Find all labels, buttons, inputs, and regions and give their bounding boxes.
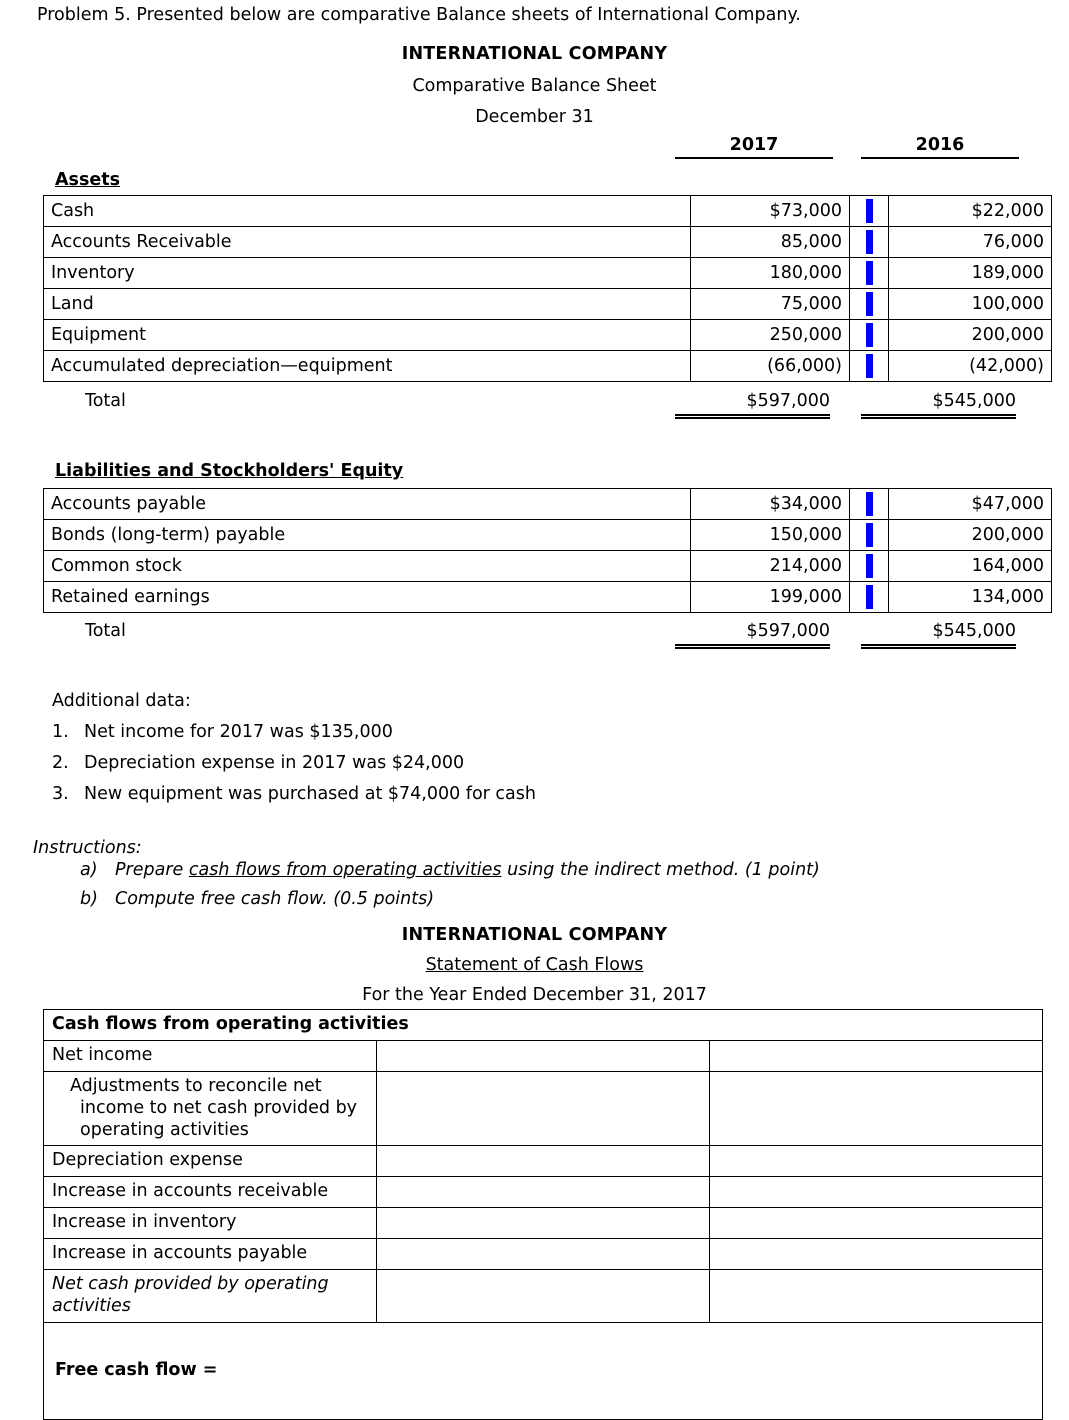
liabilities-table: [43, 488, 1052, 613]
free-cash-flow-row[interactable]: Free cash flow =: [44, 1322, 1043, 1419]
item-number: 1.: [52, 722, 69, 742]
cf-amount-col1[interactable]: [376, 1071, 709, 1146]
assets-table: [43, 195, 1052, 382]
row-label: Equipment: [44, 320, 691, 351]
column-separator: [850, 289, 889, 320]
additional-data-heading: Additional data:: [52, 691, 191, 711]
table-row: [44, 1239, 1043, 1270]
cf-row-label: Increase in inventory: [44, 1208, 377, 1239]
blue-separator-bar: [866, 323, 873, 347]
balance-sheet-title: Comparative Balance Sheet: [412, 76, 657, 96]
row-value-2017: 214,000: [691, 551, 850, 582]
table-row: [44, 489, 1052, 520]
row-value-2017: $73,000: [691, 196, 850, 227]
cash-flow-title-wrapper: [0, 955, 1069, 975]
cash-flow-company-name: INTERNATIONAL COMPANY: [401, 925, 668, 945]
balance-sheet-company-name: INTERNATIONAL COMPANY: [401, 44, 668, 64]
column-separator: [850, 489, 889, 520]
row-label: Common stock: [44, 551, 691, 582]
cf-row-label: Adjustments to reconcile net income to net cash provided by operating activities: [44, 1071, 377, 1146]
row-value-2016: 134,000: [889, 582, 1052, 613]
item-text-after: using the indirect method. (1 point): [501, 860, 820, 880]
liabilities-section-label: Liabilities and Stockholders' Equity: [55, 461, 404, 481]
cf-amount-col2[interactable]: [709, 1071, 1042, 1146]
instructions-heading: Instructions:: [33, 838, 142, 858]
liabilities-total-2017: $597,000: [675, 621, 830, 649]
table-row: [44, 1010, 1043, 1041]
row-value-2017: 180,000: [691, 258, 850, 289]
assets-section-label: Assets: [55, 170, 121, 190]
cf-amount-col1[interactable]: [376, 1146, 709, 1177]
cf-amount-col2[interactable]: [709, 1146, 1042, 1177]
blue-separator-bar: [866, 230, 873, 254]
column-separator: [850, 227, 889, 258]
item-text: New equipment was purchased at $74,000 for cash: [84, 784, 536, 804]
additional-data-item: [52, 753, 464, 773]
blue-separator-bar: [866, 292, 873, 316]
column-separator: [850, 320, 889, 351]
assets-total-2016: $545,000: [861, 391, 1016, 419]
additional-data-item: [52, 784, 536, 804]
blue-separator-bar: [866, 492, 873, 516]
table-row: [44, 1208, 1043, 1239]
row-label: Accumulated depreciation—equipment: [44, 351, 691, 382]
table-row: [44, 196, 1052, 227]
cf-amount-col2[interactable]: [709, 1177, 1042, 1208]
year-header-2017: 2017: [675, 135, 833, 159]
blue-separator-bar: [866, 585, 873, 609]
row-value-2016: 164,000: [889, 551, 1052, 582]
instructions-item-a: [80, 860, 820, 880]
table-row: [44, 320, 1052, 351]
row-value-2016: $22,000: [889, 196, 1052, 227]
row-value-2017: 199,000: [691, 582, 850, 613]
table-row: [44, 1269, 1043, 1322]
blue-separator-bar: [866, 554, 873, 578]
blue-separator-bar: [866, 199, 873, 223]
column-separator: [850, 351, 889, 382]
blue-separator-bar: [866, 523, 873, 547]
item-text-before: Prepare: [115, 860, 189, 880]
blue-separator-bar: [866, 261, 873, 285]
row-value-2016: 200,000: [889, 520, 1052, 551]
table-row: [44, 1146, 1043, 1177]
cash-flow-table: [43, 1009, 1043, 1420]
blue-separator-bar: [866, 354, 873, 378]
item-number: 3.: [52, 784, 69, 804]
table-row: [44, 1040, 1043, 1071]
row-value-2017: 75,000: [691, 289, 850, 320]
cf-amount-col1[interactable]: [376, 1177, 709, 1208]
column-separator: [850, 258, 889, 289]
item-marker: a): [80, 860, 98, 880]
item-text-before: Compute free cash flow. (0.5 points): [115, 889, 435, 909]
table-row: [44, 351, 1052, 382]
row-value-2017: 250,000: [691, 320, 850, 351]
row-label: Cash: [44, 196, 691, 227]
cf-amount-col2[interactable]: [709, 1239, 1042, 1270]
row-label: Bonds (long-term) payable: [44, 520, 691, 551]
item-text: Depreciation expense in 2017 was $24,000: [84, 753, 465, 773]
cf-section-header: Cash flows from operating activities: [44, 1010, 1043, 1041]
column-separator: [850, 196, 889, 227]
row-value-2016: (42,000): [889, 351, 1052, 382]
item-marker: b): [80, 889, 98, 909]
row-value-2017: 150,000: [691, 520, 850, 551]
table-row: [44, 1177, 1043, 1208]
cf-amount-col2[interactable]: [709, 1040, 1042, 1071]
row-value-2017: $34,000: [691, 489, 850, 520]
cf-amount-col2[interactable]: [709, 1269, 1042, 1322]
cf-amount-col1[interactable]: [376, 1269, 709, 1322]
liabilities-total-2016: $545,000: [861, 621, 1016, 649]
column-separator: [850, 582, 889, 613]
row-value-2016: 100,000: [889, 289, 1052, 320]
row-value-2017: 85,000: [691, 227, 850, 258]
cf-row-label: Increase in accounts receivable: [44, 1177, 377, 1208]
column-separator: [850, 551, 889, 582]
row-value-2016: 189,000: [889, 258, 1052, 289]
table-row: [44, 289, 1052, 320]
row-label: Land: [44, 289, 691, 320]
balance-sheet-date: December 31: [475, 107, 594, 127]
cf-amount-col1[interactable]: [376, 1239, 709, 1270]
cf-amount-col2[interactable]: [709, 1208, 1042, 1239]
assets-total-label: Total: [85, 391, 126, 411]
row-label: Accounts Receivable: [44, 227, 691, 258]
row-label: Inventory: [44, 258, 691, 289]
instructions-item-b: [80, 889, 434, 909]
cf-row-label: Increase in accounts payable: [44, 1239, 377, 1270]
table-row: [44, 582, 1052, 613]
cf-row-label: Net income: [44, 1040, 377, 1071]
table-row: [44, 1071, 1043, 1146]
problem-statement: Problem 5. Presented below are comparative Balance sheets of International Company.: [37, 5, 801, 25]
table-row: [44, 1322, 1043, 1419]
row-value-2016: 200,000: [889, 320, 1052, 351]
item-text: Net income for 2017 was $135,000: [84, 722, 393, 742]
additional-data-item: [52, 722, 393, 742]
row-value-2017: (66,000): [691, 351, 850, 382]
liabilities-total-label: Total: [85, 621, 126, 641]
cash-flow-title: Statement of Cash Flows: [425, 955, 644, 975]
cf-amount-col1[interactable]: [376, 1040, 709, 1071]
table-row: [44, 258, 1052, 289]
item-text-underlined: cash flows from operating activities: [188, 860, 502, 880]
item-number: 2.: [52, 753, 69, 773]
row-label: Accounts payable: [44, 489, 691, 520]
cf-amount-col1[interactable]: [376, 1208, 709, 1239]
table-row: [44, 227, 1052, 258]
cf-row-label: Net cash provided by operating activities: [44, 1269, 377, 1322]
assets-total-2017: $597,000: [675, 391, 830, 419]
year-header-2016: 2016: [861, 135, 1019, 159]
row-value-2016: 76,000: [889, 227, 1052, 258]
column-separator: [850, 520, 889, 551]
cash-flow-period: For the Year Ended December 31, 2017: [362, 985, 707, 1005]
cf-row-label: Depreciation expense: [44, 1146, 377, 1177]
table-row: [44, 551, 1052, 582]
row-value-2016: $47,000: [889, 489, 1052, 520]
row-label: Retained earnings: [44, 582, 691, 613]
table-row: [44, 520, 1052, 551]
